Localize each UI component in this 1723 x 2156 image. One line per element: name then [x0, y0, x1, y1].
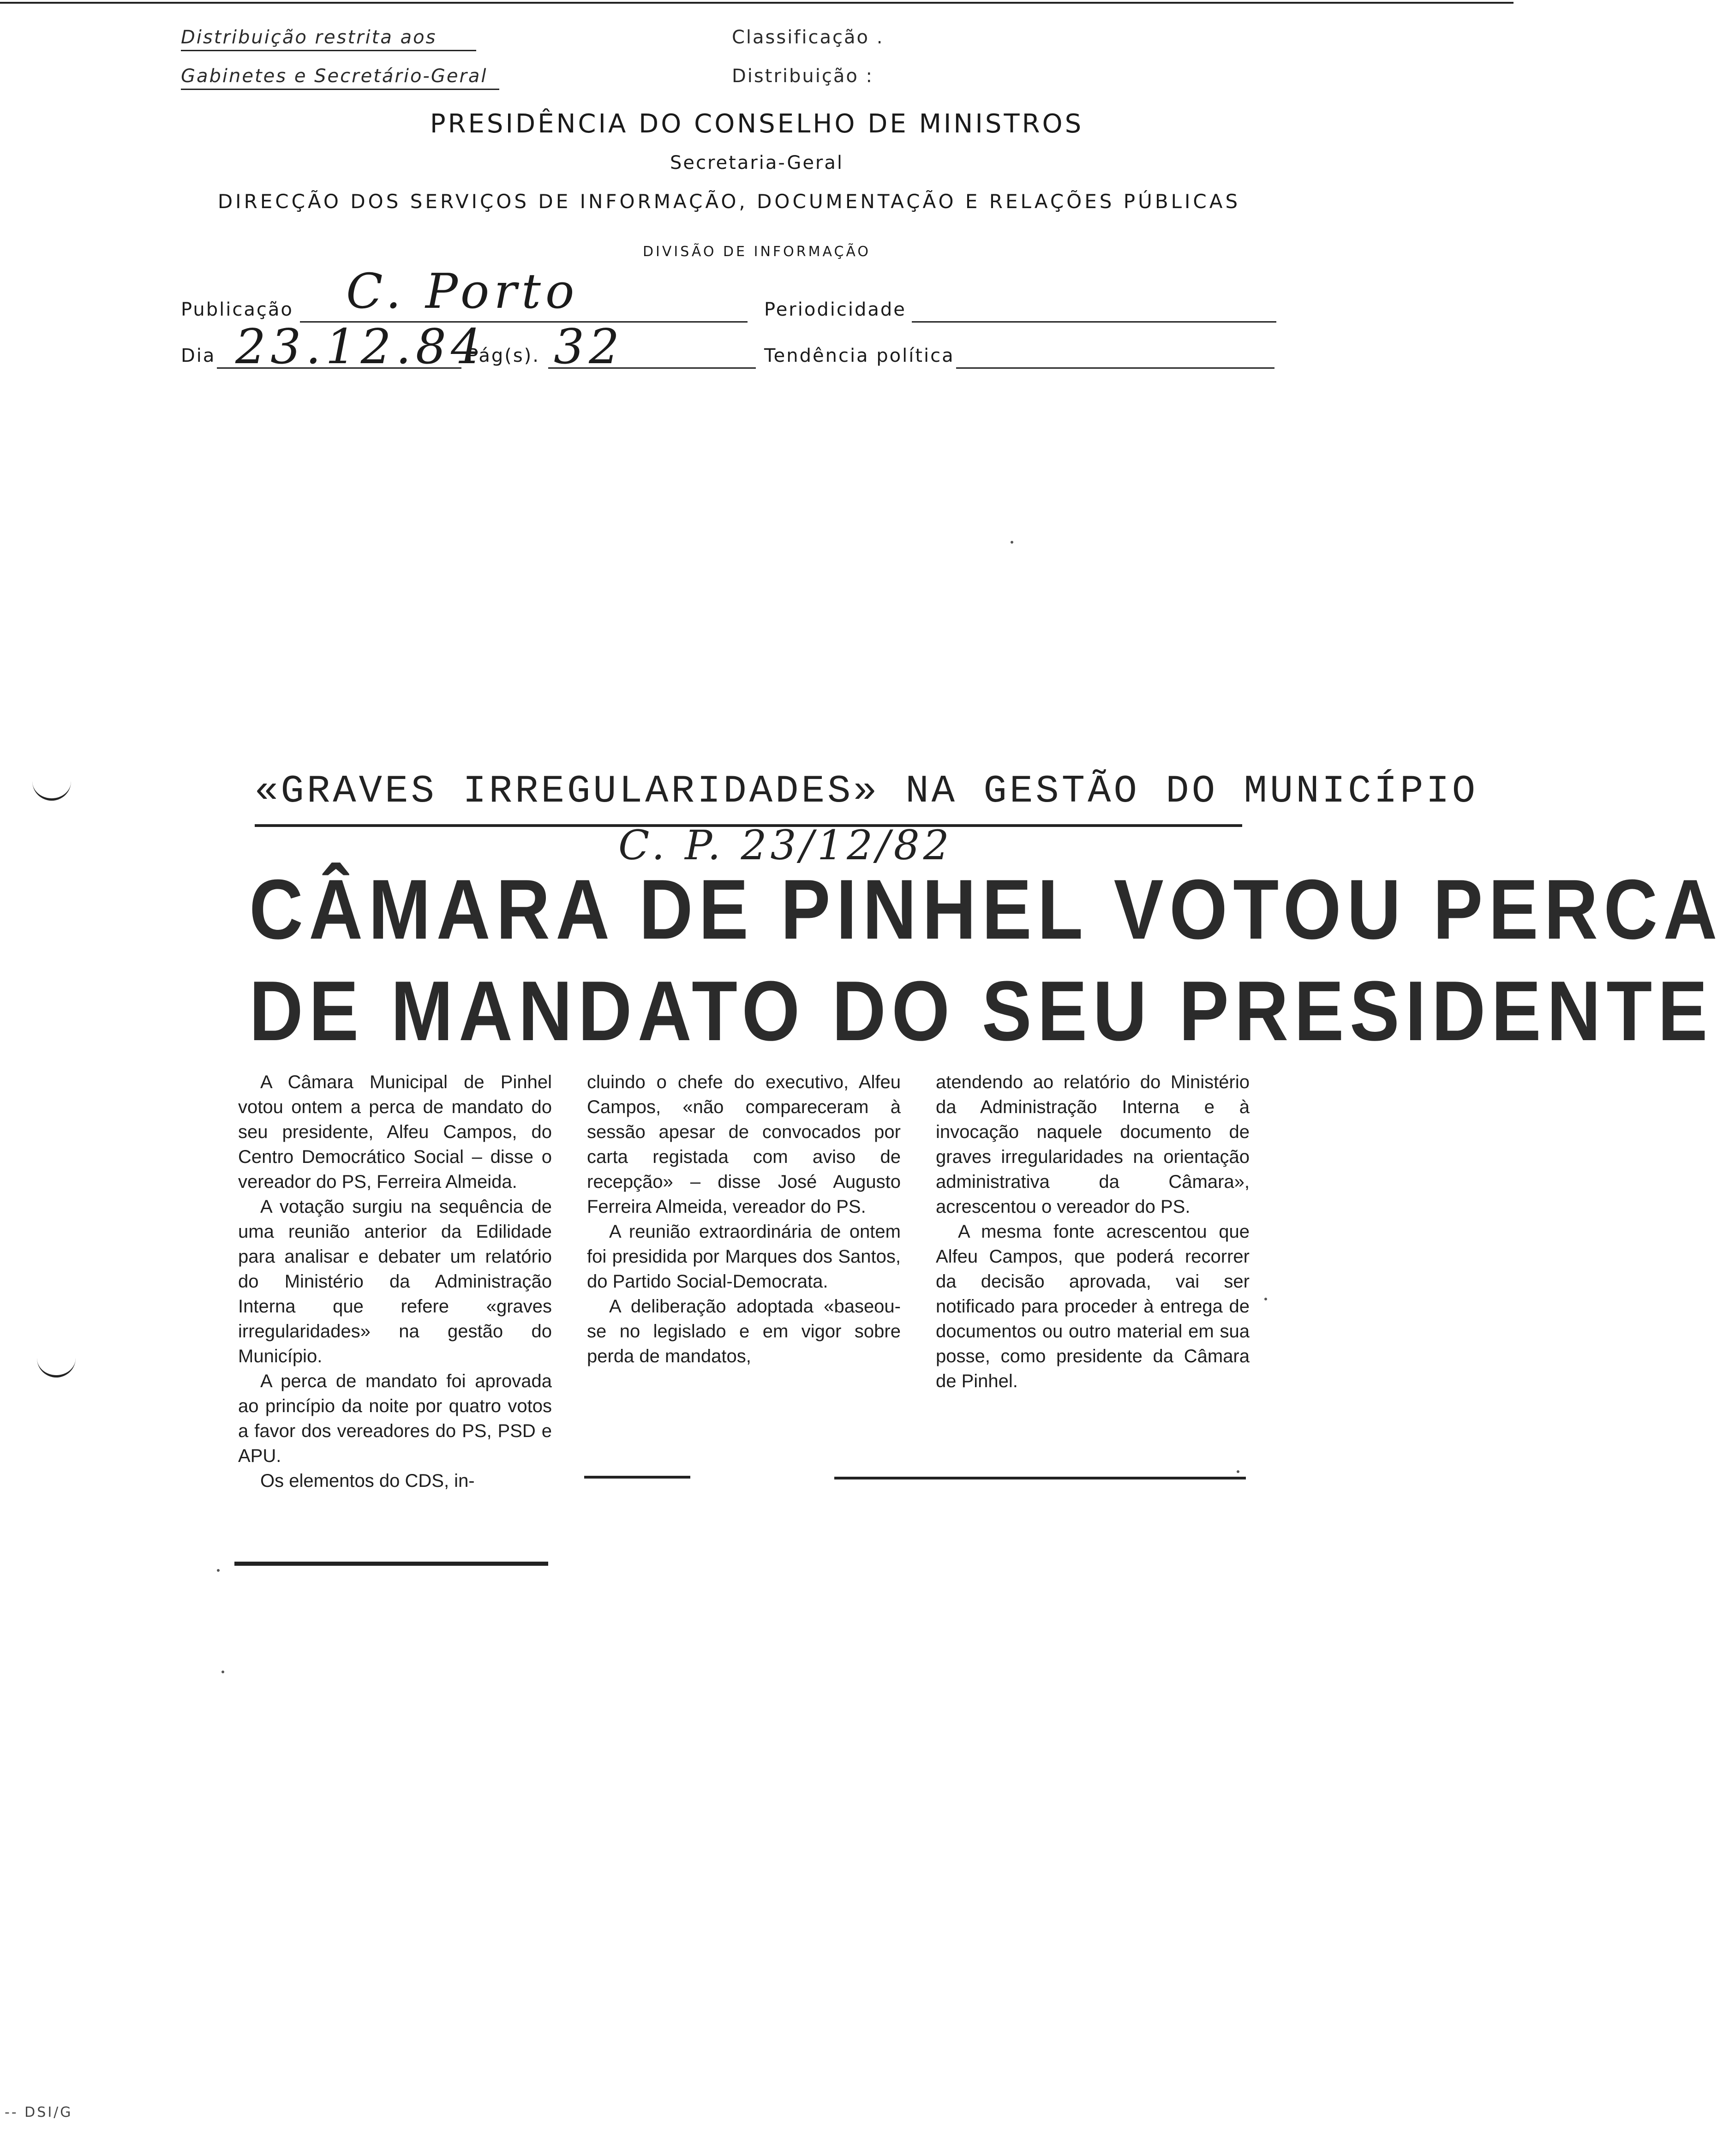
distribution-label: Distribuição : [732, 66, 874, 87]
col1-paragraph-3: A perca de mandato foi aprovada ao princípio da noite por quatro votos a favor dos vereadores do PS, PSD e APU. [238, 1371, 552, 1466]
day-handwritten-value: 23.12.84 [235, 318, 486, 375]
article-column-3 [936, 1070, 1250, 1394]
scan-speck [221, 1671, 224, 1673]
col2-paragraph-1: cluindo o chefe do executivo, Alfeu Campos, «não compareceram à sessão apesar de convocados por carta registada com aviso de recepção» – disse José Augusto Ferreira Almeida, vereador do PS. [587, 1072, 901, 1217]
periodicity-label: Periodicidade [764, 299, 906, 320]
publication-label: Publicação [181, 299, 293, 320]
handwritten-annotation: C. P. 23/12/82 [618, 821, 953, 869]
article-column-1 [238, 1070, 552, 1493]
presidency-title: PRESIDÊNCIA DO CONSELHO DE MINISTROS [430, 109, 1084, 139]
col2-paragraph-2: A reunião extraordinária de ontem foi presidida por Marques dos Santos, do Partido Social-Democrata. [587, 1222, 901, 1292]
col3-paragraph-1: atendendo ao relatório do Ministério da Administração Interna e à invocação naquele documento de graves irregularidades na orientação administrativa da Câmara», acrescentou o vereador do PS. [936, 1072, 1250, 1217]
distribution-restricted-line2: Gabinetes e Secretário-Geral [181, 66, 499, 90]
political-tendency-label: Tendência política [764, 345, 955, 366]
column-2-end-rule [584, 1476, 690, 1479]
footer-mark: -- DSI/G [5, 2104, 73, 2120]
classification-label: Classificação . [732, 27, 884, 48]
division-subtitle: DIVISÃO DE INFORMAÇÃO [642, 244, 871, 260]
scan-speck [217, 1569, 220, 1572]
col3-paragraph-2: A mesma fonte acrescentou que Alfeu Campos, que poderá recorrer da decisão aprovada, vai ser notificado para proceder à entrega de documentos ou outro material em sua posse, como presidente da Câmara de Pinhel. [936, 1222, 1250, 1391]
col1-paragraph-1: A Câmara Municipal de Pinhel votou ontem a perca de mandato do seu presidente, Alfeu Campos, do Centro Democrático Social – disse o vereador do PS, Ferreira Almeida. [238, 1072, 552, 1192]
political-tendency-underline [956, 367, 1274, 369]
col1-paragraph-4: Os elementos do CDS, in- [260, 1471, 475, 1491]
distribution-restricted-line1: Distribuição restrita aos [181, 27, 476, 51]
periodicity-underline [912, 321, 1276, 323]
column-1-end-rule [234, 1562, 548, 1566]
col1-paragraph-2: A votação surgiu na sequência de uma reunião anterior da Edilidade para analisar e debater um relatório do Ministério da Administração Interna que refere «graves irregularidades» na gestão do Município. [238, 1197, 552, 1366]
article-pretitle: «GRAVES IRREGULARIDADES» NA GESTÃO DO MUNICÍPIO [255, 770, 1478, 814]
directorate-title: DIRECÇÃO DOS SERVIÇOS DE INFORMAÇÃO, DOCUMENTAÇÃO E RELAÇÕES PÚBLICAS [217, 190, 1241, 213]
top-border-rule [0, 2, 1514, 4]
pages-label: Pág(s). [467, 345, 540, 366]
scan-speck [1011, 541, 1013, 544]
publication-handwritten-value: C. Porto [346, 263, 579, 319]
article-column-2 [587, 1070, 901, 1369]
headline-line2: DE MANDATO DO SEU PRESIDENTE [249, 963, 1713, 1058]
secretariat-subtitle: Secretaria-Geral [670, 152, 844, 174]
scan-speck [1237, 1470, 1239, 1473]
margin-punch-mark-upper [32, 780, 71, 801]
column-3-end-rule [834, 1477, 1246, 1479]
col2-paragraph-3: A deliberação adoptada «baseou-se no legislado e em vigor sobre perda de mandatos, [587, 1296, 901, 1366]
pages-handwritten-value: 32 [554, 318, 624, 375]
day-label: Dia [181, 345, 216, 366]
margin-punch-mark-lower [37, 1357, 76, 1377]
scan-speck [1264, 1298, 1267, 1300]
headline-line1: CÂMARA DE PINHEL VOTOU PERCA [249, 862, 1723, 957]
